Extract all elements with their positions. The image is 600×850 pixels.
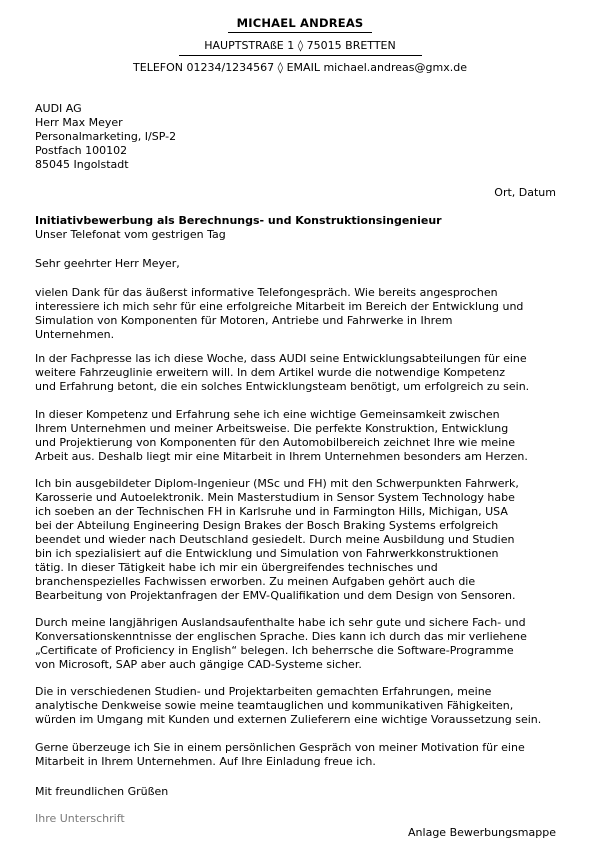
text-line: Karosserie und Autoelektronik. Mein Masterstudium in Sensor System Technology habe <box>35 491 515 504</box>
recipient-line: Herr Max Meyer <box>35 116 123 129</box>
body-paragraph <box>35 616 565 672</box>
text-line: analytische Denkweise sowie meine teamtauglichen und kommunikativen Fähigkeiten, <box>35 699 514 712</box>
text-line: branchenspezielles Fachwissen erworben. Zu meinen Aufgaben gehört auch die <box>35 575 476 588</box>
subject-line: Initiativbewerbung als Berechnungs- und Konstruktionsingenieur <box>35 214 442 227</box>
text-line: Simulation von Komponenten für Motoren, Antriebe und Fahrwerke in Ihrem <box>35 314 453 327</box>
body-paragraph <box>35 408 565 464</box>
text-line: bei der Abteilung Engineering Design Brakes der Bosch Braking Systems erfolgreich <box>35 519 499 532</box>
header-divider-bottom <box>179 55 422 56</box>
body-paragraph <box>35 741 565 769</box>
body-paragraph <box>35 286 565 342</box>
text-line: Ich bin ausgebildeter Diplom-Ingenieur (MSc und FH) mit den Schwerpunkten Fahrwerk, <box>35 477 519 490</box>
enclosure-note: Anlage Bewerbungsmappe <box>408 826 556 839</box>
text-line: In der Fachpresse las ich diese Woche, dass AUDI seine Entwicklungsabteilungen für eine <box>35 352 527 365</box>
body-paragraph <box>35 685 565 727</box>
recipient-line: Postfach 100102 <box>35 144 128 157</box>
body-paragraph <box>35 352 565 394</box>
text-line: ich soeben an der Technischen FH in Karlsruhe und in Farmington Hills, Michigan, USA <box>35 505 508 518</box>
recipient-line: Personalmarketing, I/SP-2 <box>35 130 177 143</box>
text-line: Konversationskenntnisse der englischen Sprache. Dies kann ich durch das mir verliehene <box>35 630 527 643</box>
text-line: tätig. In dieser Tätigkeit habe ich mir ein übergreifendes technisches und <box>35 561 438 574</box>
text-line: Bearbeitung von Projektanfragen der EMV-Qualifikation und dem Design von Sensoren. <box>35 589 516 602</box>
closing-phrase: Mit freundlichen Grüßen <box>35 785 169 798</box>
sender-contact: TELEFON 01234/1234567 ◊ EMAIL michael.andreas@gmx.de <box>133 61 467 74</box>
salutation: Sehr geehrter Herr Meyer, <box>35 257 180 270</box>
text-line: „Certificate of Proficiency in English“ belegen. Ich beherrsche die Software-Programme <box>35 644 514 657</box>
text-line: Die in verschiedenen Studien- und Projektarbeiten gemachten Erfahrungen, meine <box>35 685 492 698</box>
recipient-line: AUDI AG <box>35 102 82 115</box>
header-divider-top <box>228 32 372 33</box>
text-line: vielen Dank für das äußerst informative Telefongespräch. Wie bereits angesprochen <box>35 286 498 299</box>
recipient-line: 85045 Ingolstadt <box>35 158 129 171</box>
text-line: Arbeit aus. Deshalb liegt mir eine Mitarbeit in Ihrem Unternehmen besonders am Herzen. <box>35 450 528 463</box>
text-line: interessiere ich mich sehr für eine erfolgreiche Mitarbeit im Bereich der Entwicklung und <box>35 300 524 313</box>
subject-reference: Unser Telefonat vom gestrigen Tag <box>35 228 226 241</box>
text-line: würden im Umgang mit Kunden und externen Zulieferern eine wichtige Voraussetzung sein. <box>35 713 542 726</box>
text-line: In dieser Kompetenz und Erfahrung sehe ich eine wichtige Gemeinsamkeit zwischen <box>35 408 500 421</box>
letter-date: Ort, Datum <box>494 186 556 199</box>
recipient-address <box>35 102 176 172</box>
text-line: beendet und wieder nach Deutschland gesiedelt. Durch meine Ausbildung und Studien <box>35 533 515 546</box>
sender-name: MICHAEL ANDREAS <box>236 16 364 30</box>
text-line: und Projektierung von Komponenten für den Automobilbereich zeichnet Ihre wie meine <box>35 436 515 449</box>
text-line: von Microsoft, SAP aber auch gängige CAD-Systeme sicher. <box>35 658 362 671</box>
signature-placeholder: Ihre Unterschrift <box>35 812 125 825</box>
text-line: bin ich spezialisiert auf die Entwicklung und Simulation von Fahrwerkkonstruktionen <box>35 547 499 560</box>
text-line: Durch meine langjährigen Auslandsaufenthalte habe ich sehr gute und sichere Fach- und <box>35 616 526 629</box>
text-line: weitere Fahrzeuglinie erweitern will. In dem Artikel wurde die notwendige Kompetenz <box>35 366 506 379</box>
text-line: Gerne überzeuge ich Sie in einem persönlichen Gespräch von meiner Motivation für eine <box>35 741 525 754</box>
body-paragraph <box>35 477 565 603</box>
sender-address: HAUPTSTRAßE 1 ◊ 75015 BRETTEN <box>204 39 396 52</box>
text-line: Mitarbeit in Ihrem Unternehmen. Auf Ihre Einladung freue ich. <box>35 755 376 768</box>
text-line: Unternehmen. <box>35 328 115 341</box>
text-line: und Erfahrung betont, die ein solches Entwicklungsteam benötigt, um erfolgreich zu sein. <box>35 380 530 393</box>
text-line: Ihrem Unternehmen und meiner Arbeitsweise. Die perfekte Konstruktion, Entwicklung <box>35 422 509 435</box>
